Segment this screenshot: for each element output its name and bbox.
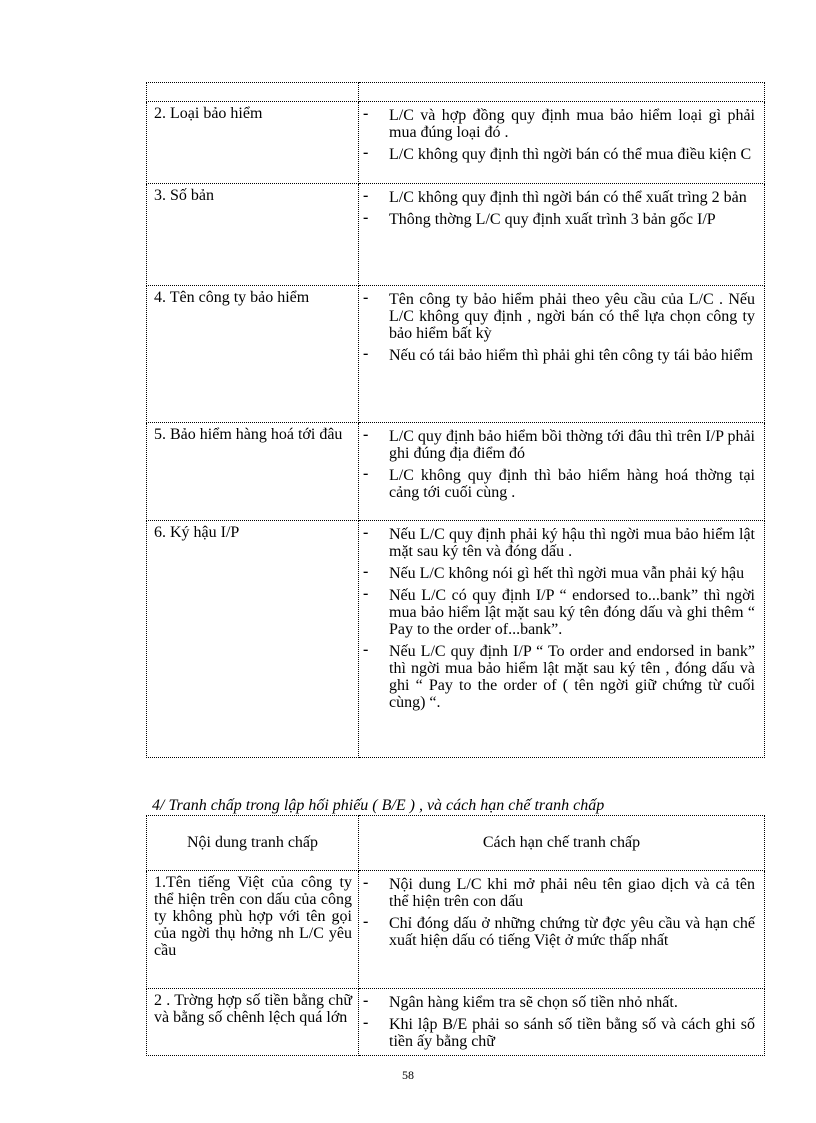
list-item: - Nếu L/C quy định I/P “ To order and endorsed in bank” thì ngời mua bảo hiểm lật mặt sau ký tên , đóng dấu và ghi “ Pay to the order of ( tên ngời giữ chứng từ cuối cùng) “.: [363, 643, 755, 711]
row-content: [359, 521, 765, 758]
list-item: - L/C không quy định thì ngời bán có thể mua điều kiện C: [363, 146, 755, 163]
list-item: - L/C không quy định thì ngời bán có thể xuất trìng 2 bản: [363, 189, 755, 206]
table-row: [147, 83, 765, 102]
list-item: - Nếu L/C quy định phải ký hậu thì ngời mua bảo hiểm lật mặt sau ký tên và đóng dấu .: [363, 526, 755, 560]
row-content: [359, 989, 765, 1056]
table-row: [147, 989, 765, 1056]
list-item: - Nếu L/C có quy định I/P “ endorsed to...bank” thì ngời mua bảo hiểm lật mặt sau ký tên đóng dấu và ghi thêm “ Pay to the order of...bank”.: [363, 587, 755, 638]
table-header-row: [147, 816, 765, 871]
list-item: - L/C quy định bảo hiểm bồi thờng tới đâu thì trên I/P phải ghi đúng địa điểm đó: [363, 428, 755, 462]
row-content: [359, 83, 765, 102]
row-label: 1.Tên tiếng Việt của công ty thể hiện trên con dấu của công ty không phù hợp với tên gọi của ngời thụ hởng nh L/C yêu cầu: [147, 871, 359, 989]
list-item: - Nếu có tái bảo hiểm thì phải ghi tên công ty tái bảo hiểm: [363, 347, 755, 364]
table-row: [147, 521, 765, 758]
table-row: [147, 423, 765, 521]
row-label: [147, 83, 359, 102]
list-item: - Nếu L/C không nói gì hết thì ngời mua vẫn phải ký hậu: [363, 565, 755, 582]
row-content: [359, 102, 765, 184]
row-content: [359, 184, 765, 286]
list-item: - Tên công ty bảo hiểm phải theo yêu cầu của L/C . Nếu L/C không quy định , ngời bán có thể lựa chọn công ty bảo hiểm bất kỳ: [363, 291, 755, 342]
table-row: [147, 286, 765, 423]
list-item: - Ngân hàng kiểm tra sẽ chọn số tiền nhỏ nhất.: [363, 994, 755, 1011]
list-item: - Nội dung L/C khi mở phải nêu tên giao dịch và cả tên thể hiện trên con dấu: [363, 876, 755, 910]
list-item: - L/C và hợp đồng quy định mua bảo hiểm loại gì phải mua đúng loại đó .: [363, 107, 755, 141]
list-item: - Chỉ đóng dấu ở những chứng từ đợc yêu cầu và hạn chế xuất hiện dấu có tiếng Việt ở mức thấp nhất: [363, 915, 755, 949]
column-header: Cách hạn chế tranh chấp: [359, 816, 765, 871]
table-row: [147, 102, 765, 184]
page-number: 58: [402, 1068, 414, 1082]
insurance-policy-table: [146, 82, 765, 758]
row-label: 6. Ký hậu I/P: [147, 521, 359, 758]
row-label: 2 . Trờng hợp số tiền bằng chữ và bằng số chênh lệch quá lớn: [147, 989, 359, 1056]
row-label: 4. Tên công ty bảo hiểm: [147, 286, 359, 423]
bill-of-exchange-dispute-table: [146, 815, 765, 1056]
row-content: [359, 871, 765, 989]
column-header: Nội dung tranh chấp: [147, 816, 359, 871]
section-heading: 4/ Tranh chấp trong lập hối phiếu ( B/E ) , và cách hạn chế tranh chấp: [152, 797, 605, 814]
row-label: 2. Loại bảo hiểm: [147, 102, 359, 184]
row-label: 5. Bảo hiểm hàng hoá tới đâu: [147, 423, 359, 521]
list-item: - Thông thờng L/C quy định xuất trình 3 bản gốc I/P: [363, 211, 755, 228]
list-item: - Khi lập B/E phải so sánh số tiền bằng số và cách ghi số tiền ấy bằng chữ: [363, 1016, 755, 1050]
table-row: [147, 184, 765, 286]
row-label: 3. Số bản: [147, 184, 359, 286]
row-content: [359, 286, 765, 423]
row-content: [359, 423, 765, 521]
list-item: - L/C không quy định thì bảo hiểm hàng hoá thờng tại cảng tới cuối cùng .: [363, 467, 755, 501]
table-row: [147, 871, 765, 989]
